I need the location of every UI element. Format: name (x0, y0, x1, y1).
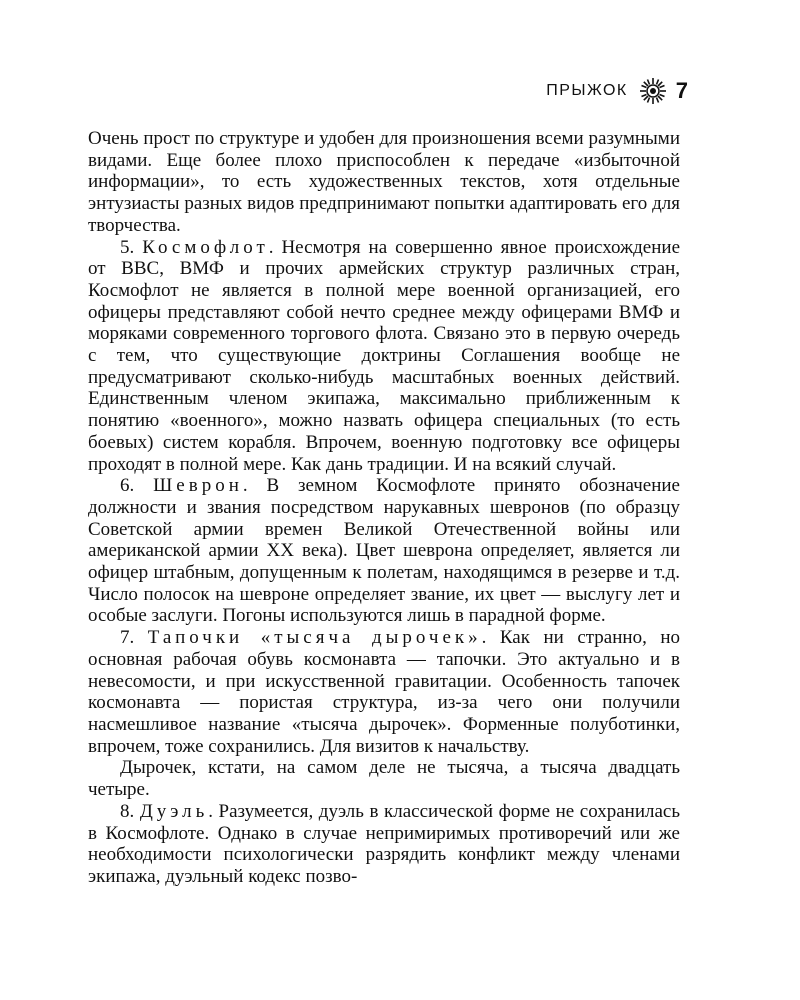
item-term: Дуэль (139, 800, 209, 822)
item-term: Шеврон (153, 475, 243, 497)
paragraph-text: . Разумеется, дуэль в классической форме не сохранилась в Космофлоте. Однако в случае непримиримых противоречий или же необходимости психологически разрядить конфликт между членами экипажа, дуэльный кодекс позво- (88, 800, 680, 887)
paragraph-text: Очень прост по структуре и удобен для произношения всеми разумными видами. Еще более плохо приспособлен к передаче «избыточной информации», то есть художественных текстов, хотя отдельные энтузиасты разных видов предпринимают попытки адаптировать его для творчества. (88, 128, 680, 236)
body-text (88, 128, 680, 888)
paragraph-note (88, 757, 680, 800)
paragraph-text: . Как ни странно, но основная рабочая обувь космонавта — тапочки. Это актуально и в невесомости, и при искусственной гравитации. Особенность тапочек космонавта — пористая структура, из-за чего они получили насмешливое название «тысяча дырочек». Форменные полуботинки, впрочем, тоже сохранились. Для визитов к начальству. (88, 627, 680, 757)
paragraph-item-6 (88, 475, 680, 627)
paragraph-continuation (88, 128, 680, 237)
paragraph-text: Дырочек, кстати, на самом деле не тысяча, а тысяча двадцать четыре. (88, 757, 680, 801)
paragraph-text: . Несмотря на совершенно явное происхождение от ВВС, ВМФ и прочих армейских структур различных стран, Космофлот не является в полной мере военной организацией, его офицеры представляют собой нечто среднее между офицерами ВМФ и моряками современного торгового флота. Связано это в первую очередь с тем, что существующие доктрины Соглашения вообще не предусматривают сколько-нибудь масштабных военных действий. Единственным членом экипажа, максимально приближенным к понятию «военного», можно назвать офицера специальных (то есть боевых) систем корабля. Впрочем, военную подготовку все офицеры проходят в полной мере. Как дань традиции. И на всякий случай. (88, 236, 681, 475)
item-number: 8. (120, 800, 140, 822)
item-number: 7. (120, 627, 148, 649)
item-term: Космофлот (142, 236, 269, 258)
running-header (546, 76, 688, 106)
paragraph-item-8 (88, 801, 680, 888)
item-term: Тапочки «тысяча дырочек» (147, 627, 482, 649)
item-number: 6. (120, 475, 154, 497)
paragraph-item-7 (88, 627, 680, 757)
paragraph-item-5 (88, 237, 680, 476)
sun-burst-icon (638, 76, 668, 106)
page-number: 7 (675, 78, 688, 103)
paragraph-text: . В земном Космофлоте принято обозначение должности и звания посредством нарукавных шевронов (по образцу Советской армии времен Великой Отечественной войны или американской армии XX века). Цвет шеврона определяет, является ли офицер штабным, допущенным к полетам, находящимся в резерве и т.д. Число полосок на шевроне определяет звание, их цвет — выслугу лет и особые заслуги. Погоны используются лишь в парадной форме. (88, 475, 680, 627)
running-title: ПРЫЖОК (546, 82, 628, 99)
item-number: 5. (120, 236, 143, 258)
